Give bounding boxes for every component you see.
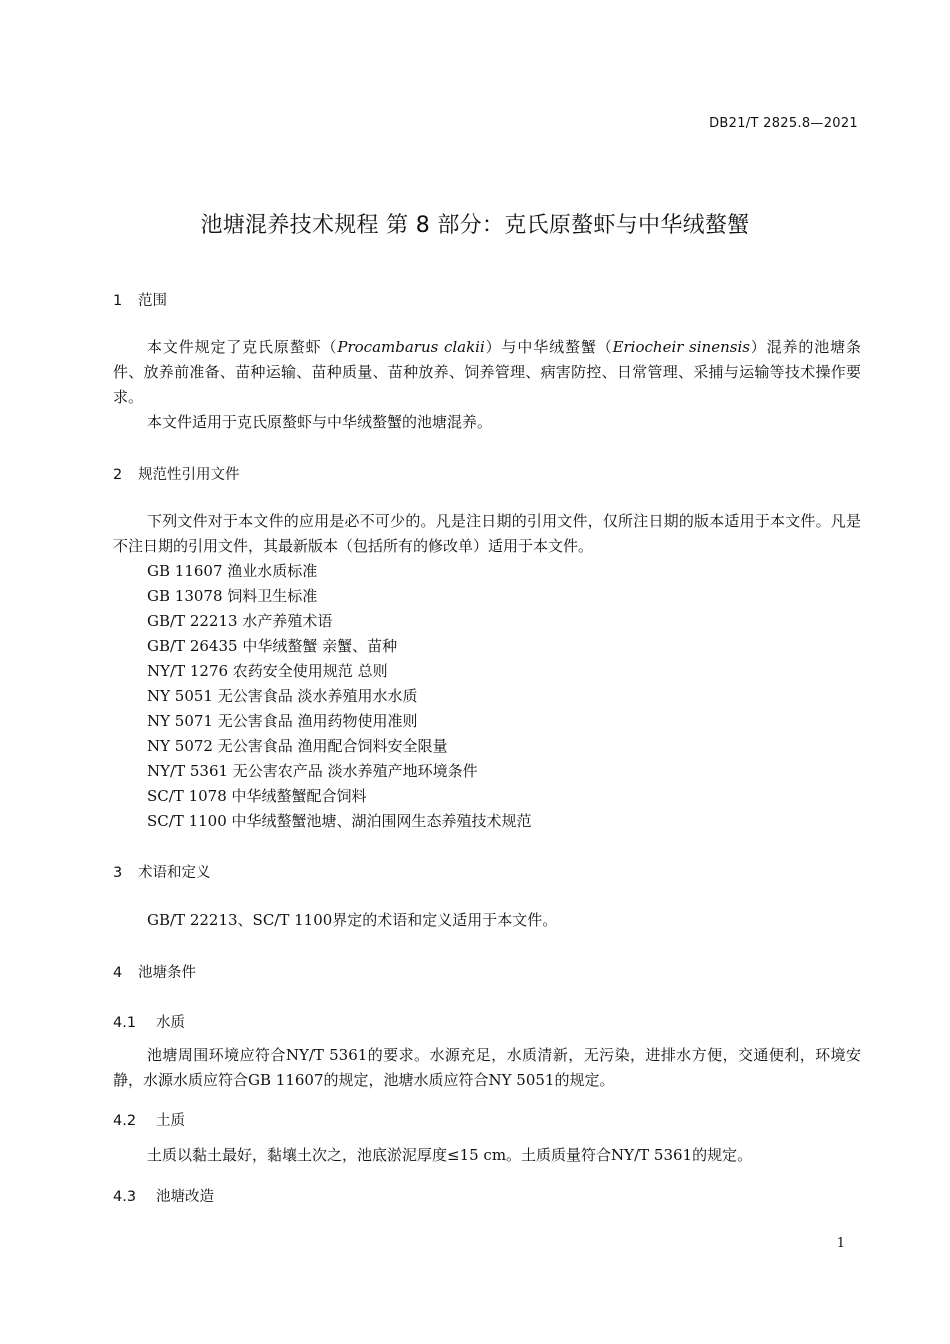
section-2-heading [113, 463, 240, 484]
text-run: ）混养的池塘条件、放养前准备、苗种运输、苗种质量、苗种放养、饲养管理、病害防控、日常管理、采捕与运输等技术操作要求。 [113, 338, 861, 406]
subsection-title: 水质 [156, 1015, 185, 1031]
reference-item: GB/T 22213 水产养殖术语 [147, 612, 333, 630]
reference-item: SC/T 1100 中华绒螯蟹池塘、湖泊围网生态养殖技术规范 [147, 812, 532, 830]
terms-paragraph: GB/T 22213、SC/T 1100界定的术语和定义适用于本文件。 [147, 911, 558, 929]
text-run: 本文件规定了克氏原螯虾（ [147, 338, 338, 356]
reference-item: NY/T 5361 无公害农产品 淡水养殖产地环境条件 [147, 762, 478, 780]
subsection-number: 4.2 [113, 1113, 137, 1129]
subsection-title: 土质 [156, 1113, 185, 1129]
reference-list [147, 559, 532, 834]
subsection-4-1-heading [113, 1011, 185, 1032]
latin-name: Procambarus clakii [337, 338, 485, 356]
subsection-number: 4.3 [113, 1189, 137, 1205]
reference-item: NY 5071 无公害食品 渔用药物使用准则 [147, 712, 418, 730]
page-number: 1 [836, 1236, 845, 1251]
section-4-heading [113, 961, 196, 982]
section-title: 术语和定义 [138, 865, 211, 881]
reference-item: GB 13078 饲料卫生标准 [147, 587, 318, 605]
reference-item: GB 11607 渔业水质标准 [147, 562, 318, 580]
section-title: 范围 [138, 293, 167, 309]
reference-item: NY 5051 无公害食品 淡水养殖用水水质 [147, 687, 418, 705]
section-number: 1 [113, 293, 123, 309]
standard-code: DB21/T 2825.8—2021 [709, 116, 858, 131]
reference-item: GB/T 26435 中华绒螯蟹 亲蟹、苗种 [147, 637, 398, 655]
section-title: 池塘条件 [138, 965, 196, 981]
section-3-heading [113, 861, 211, 882]
document-title: 池塘混养技术规程 第 8 部分：克氏原螯虾与中华绒螯蟹 [200, 213, 750, 238]
section-number: 2 [113, 467, 123, 483]
soil-quality-paragraph: 土质以黏土最好，黏壤土次之，池底淤泥厚度≤15 cm。土质质量符合NY/T 5361的规定。 [147, 1146, 753, 1164]
scope-paragraph-1 [113, 335, 861, 410]
subsection-4-3-heading [113, 1185, 214, 1206]
scope-paragraph-2: 本文件适用于克氏原螯虾与中华绒螯蟹的池塘混养。 [147, 413, 493, 431]
latin-name: Eriocheir sinensis [612, 338, 750, 356]
text-run: ）与中华绒螯蟹（ [484, 338, 613, 356]
section-number: 4 [113, 965, 123, 981]
reference-item: NY/T 1276 农药安全使用规范 总则 [147, 662, 388, 680]
reference-item: NY 5072 无公害食品 渔用配合饲料安全限量 [147, 737, 448, 755]
section-1-heading [113, 289, 167, 310]
reference-item: SC/T 1078 中华绒螯蟹配合饲料 [147, 787, 367, 805]
subsection-4-2-heading [113, 1109, 185, 1130]
section-number: 3 [113, 865, 123, 881]
water-quality-paragraph: 池塘周围环境应符合NY/T 5361的要求。水源充足，水质清新，无污染，进排水方便，交通便利，环境安静，水源水质应符合GB 11607的规定，池塘水质应符合NY 5051的规定。 [113, 1046, 861, 1089]
references-intro: 下列文件对于本文件的应用是必不可少的。凡是注日期的引用文件，仅所注日期的版本适用于本文件。凡是不注日期的引用文件，其最新版本（包括所有的修改单）适用于本文件。 [113, 512, 861, 555]
subsection-title: 池塘改造 [156, 1189, 214, 1205]
section-title: 规范性引用文件 [138, 467, 240, 483]
subsection-number: 4.1 [113, 1015, 137, 1031]
